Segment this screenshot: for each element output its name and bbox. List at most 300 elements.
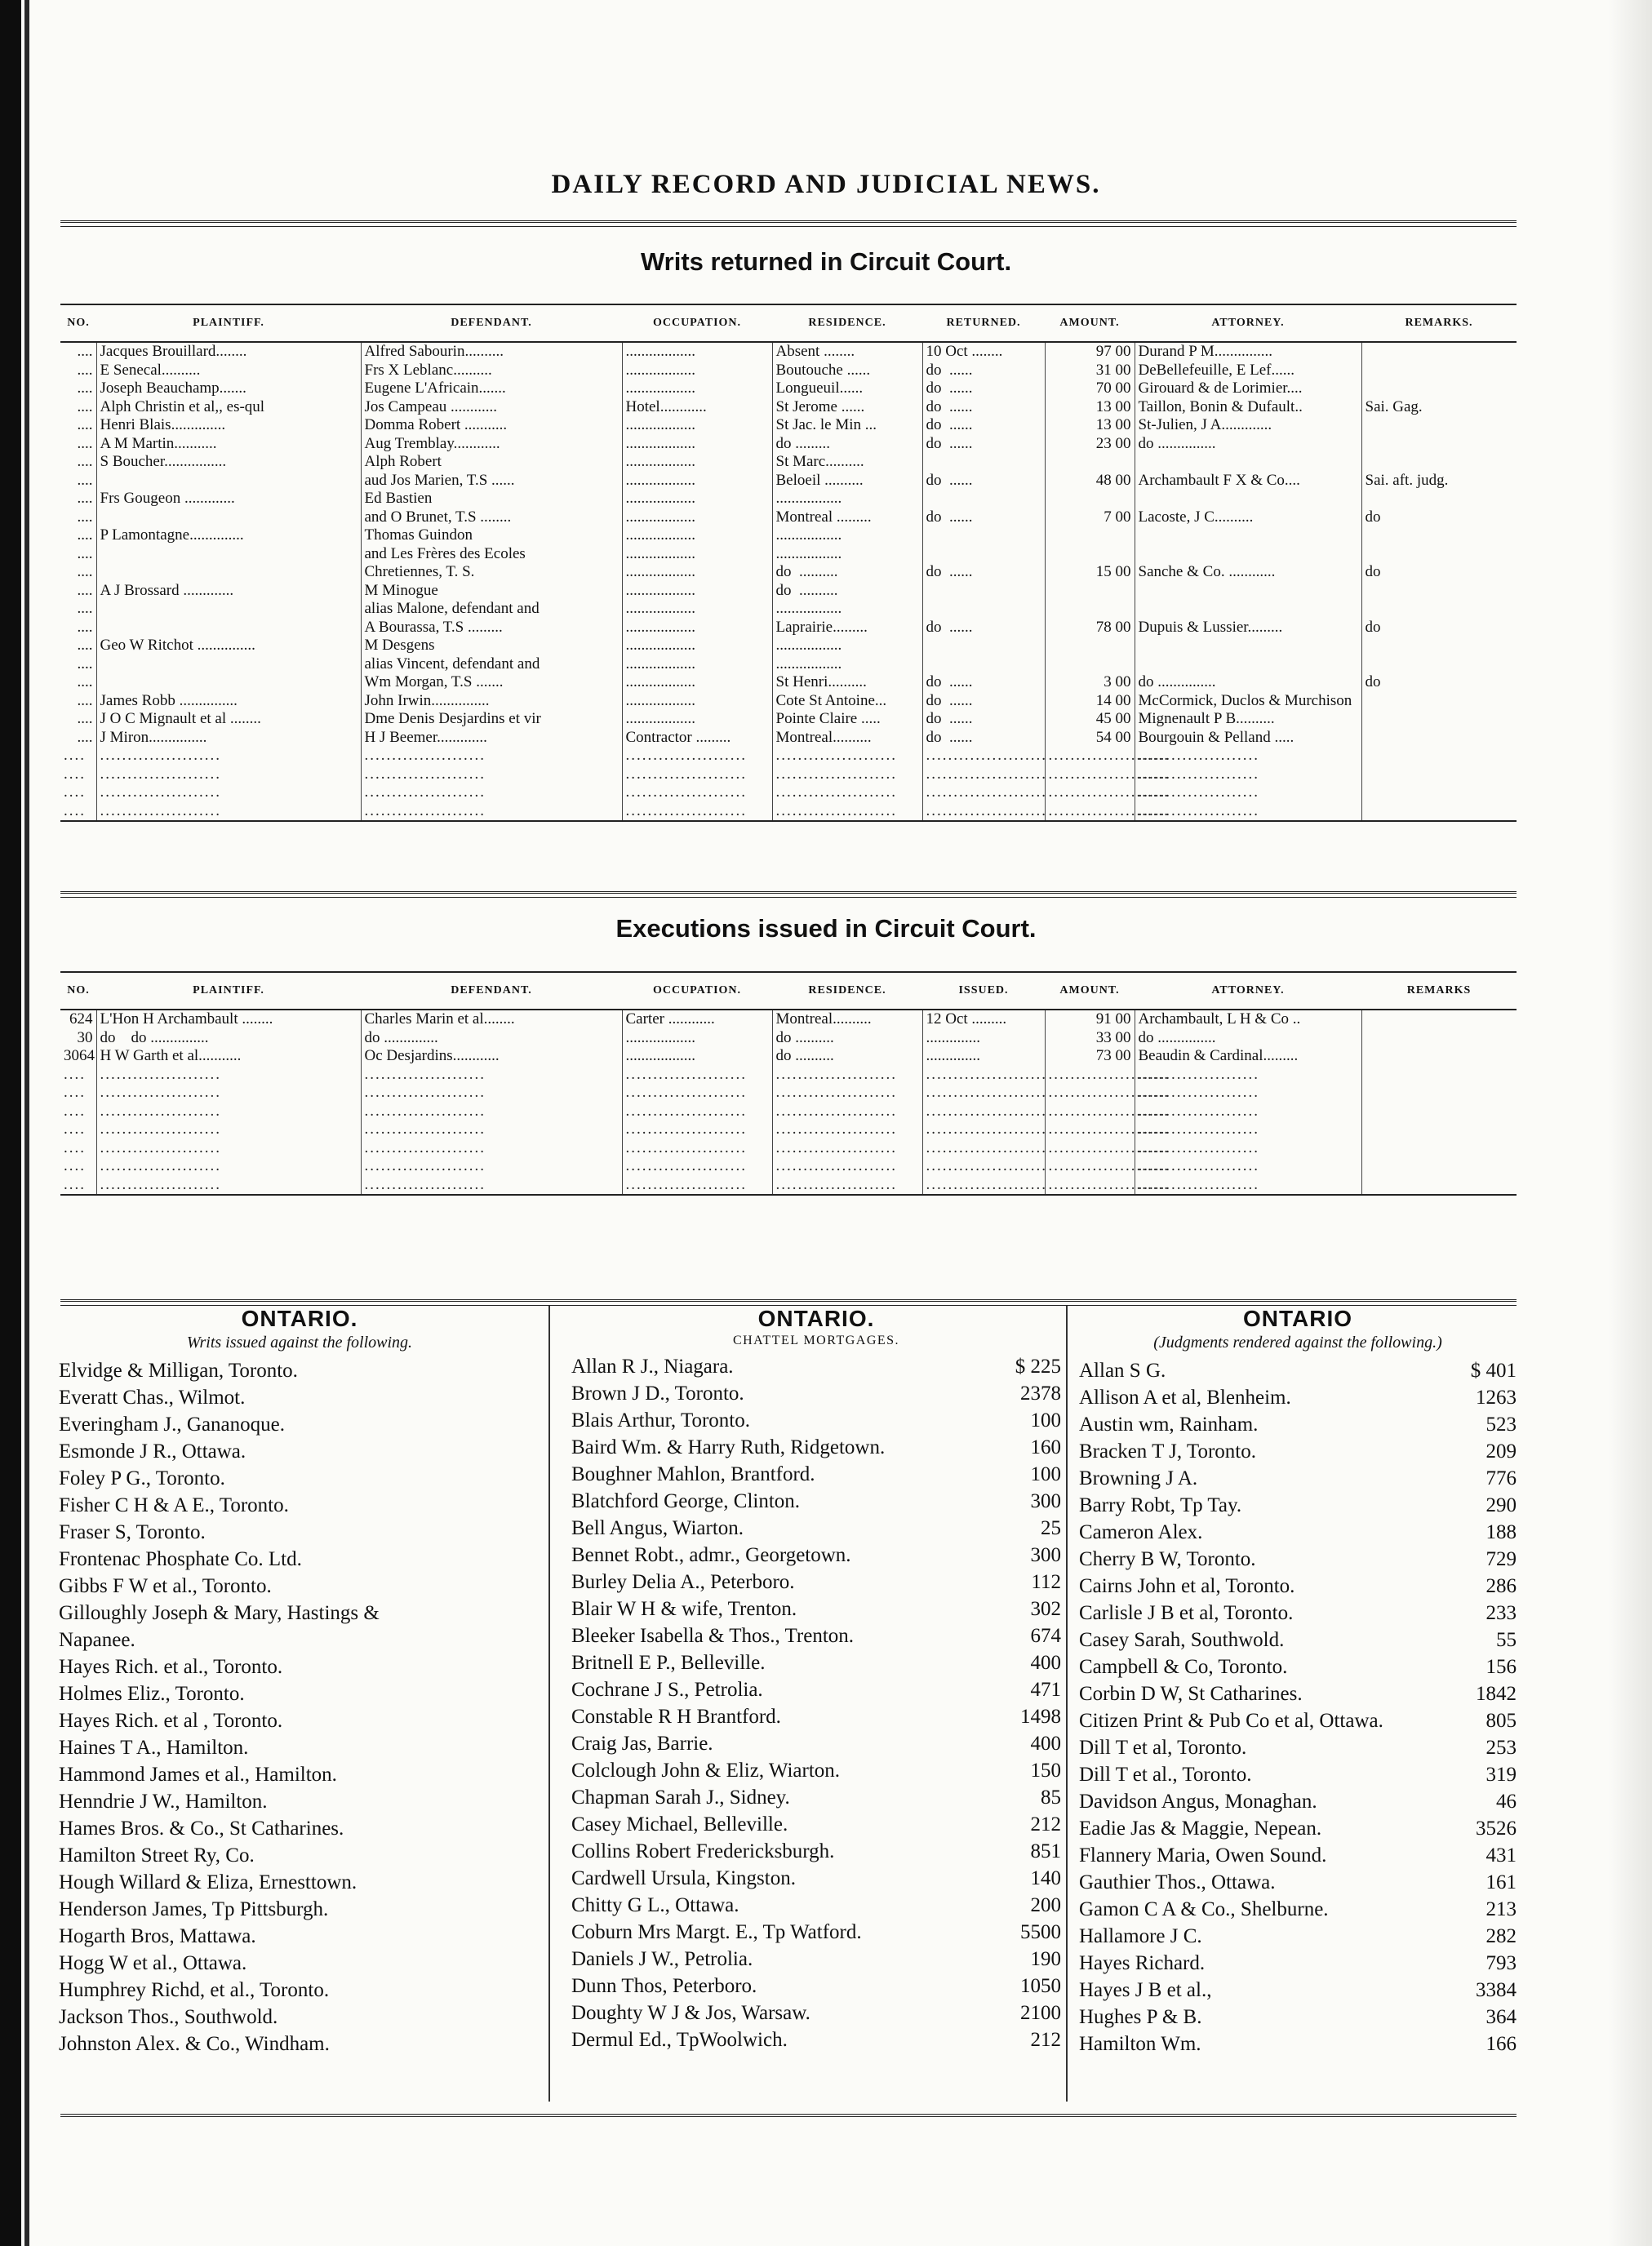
table-cell: Oc Desjardins............ xyxy=(361,1047,622,1066)
entry-name: Bennet Robt., admr., Georgetown. xyxy=(571,1544,851,1566)
blank-cell xyxy=(1361,1176,1517,1196)
entry-name: Doughty W J & Jos, Warsaw. xyxy=(571,2002,810,2024)
entry-name: Browning J A. xyxy=(1079,1467,1198,1489)
entry-amount: 161 xyxy=(1485,1871,1517,1893)
table-cell: .................. xyxy=(622,582,772,601)
table-cell: do ......... xyxy=(772,435,922,454)
blank-cell: ...................... xyxy=(96,1176,361,1196)
table-cell xyxy=(1045,637,1135,655)
table-cell: .................. xyxy=(622,619,772,637)
column-header: RESIDENCE. xyxy=(772,972,922,1010)
masthead-rule xyxy=(60,220,1517,227)
entry-name: Frontenac Phosphate Co. Ltd. xyxy=(59,1548,302,1570)
table-cell: Ed Bastien xyxy=(361,490,622,508)
table-cell: do ...... xyxy=(922,619,1045,637)
list-item xyxy=(1079,1815,1517,1842)
table-cell: 30 xyxy=(77,1028,93,1046)
blank-cell: ...................... xyxy=(622,766,772,784)
table-cell: do ...... xyxy=(922,362,1045,380)
blank-cell: ...................... xyxy=(96,747,361,766)
entry-amount: 290 xyxy=(1485,1494,1517,1516)
entry-name: Hayes Richard. xyxy=(1079,1952,1206,1974)
blank-cell: .... xyxy=(64,1065,86,1083)
blank-cell: ...................... xyxy=(96,783,361,802)
table-cell: Sanche & Co. ............ xyxy=(1135,563,1361,582)
table-cell: St Jerome ...... xyxy=(772,398,922,417)
blank-row xyxy=(60,1139,1517,1158)
entry-name: Fraser S, Toronto. xyxy=(59,1521,206,1543)
ontario-chattel-list xyxy=(571,1353,1061,2053)
table-row xyxy=(60,710,1517,729)
blank-cell: ...................... xyxy=(772,1176,922,1196)
entry-name: Eadie Jas & Maggie, Nepean. xyxy=(1079,1818,1322,1840)
table-cell: Beloeil .......... xyxy=(772,472,922,490)
entry-name: Hayes Rich. et al , Toronto. xyxy=(59,1710,283,1732)
list-item xyxy=(1079,1923,1517,1950)
table-cell: L'Hon H Archambault ........ xyxy=(96,1010,361,1029)
column-header: PLAINTIFF. xyxy=(96,304,361,342)
list-item xyxy=(1079,1653,1517,1680)
table-cell: Frs Gougeon ............. xyxy=(96,490,361,508)
blank-cell xyxy=(1361,1139,1517,1158)
entry-amount: 209 xyxy=(1485,1440,1517,1463)
list-item xyxy=(571,1434,1061,1461)
table-cell: do ...... xyxy=(922,472,1045,490)
table-row xyxy=(60,655,1517,674)
blank-cell: ...................... xyxy=(622,1121,772,1139)
blank-cell: ...................... xyxy=(361,783,622,802)
table-cell: ................. xyxy=(772,600,922,619)
table-cell xyxy=(1361,526,1517,545)
list-item xyxy=(59,1519,540,1546)
table-cell: do ...... xyxy=(922,398,1045,417)
entry-name: Cardwell Ursula, Kingston. xyxy=(571,1867,796,1889)
entry-amount: 1263 xyxy=(1476,1387,1517,1409)
entry-amount: 319 xyxy=(1485,1764,1517,1786)
list-item xyxy=(571,1703,1061,1730)
table-cell xyxy=(96,655,361,674)
blank-cell: ...................... xyxy=(1045,1121,1135,1139)
entry-name: Flannery Maria, Owen Sound. xyxy=(1079,1844,1327,1866)
table-cell: .................. xyxy=(622,1047,772,1066)
table-row xyxy=(60,362,1517,380)
table-cell xyxy=(1361,435,1517,454)
list-item xyxy=(571,1353,1061,1380)
table-cell: 97 00 xyxy=(1045,342,1135,362)
table-cell: .... xyxy=(77,343,93,360)
list-item xyxy=(571,1622,1061,1649)
list-item xyxy=(571,1380,1061,1407)
entry-name: Hames Bros. & Co., St Catharines. xyxy=(59,1818,344,1840)
table-cell: do ............... xyxy=(1135,1029,1361,1048)
table-row xyxy=(60,472,1517,490)
table-cell xyxy=(1361,1029,1517,1048)
table-row xyxy=(60,1010,1517,1029)
table-cell xyxy=(922,453,1045,472)
entry-amount: 25 xyxy=(1041,1517,1061,1539)
table-row xyxy=(60,692,1517,711)
entry-amount: 2378 xyxy=(1020,1383,1061,1405)
table-cell xyxy=(1135,545,1361,564)
list-item xyxy=(571,1973,1061,2000)
entry-amount: 5500 xyxy=(1020,1921,1061,1943)
blank-cell: ...................... xyxy=(922,1103,1045,1121)
table-cell: S Boucher................ xyxy=(96,453,361,472)
blank-cell: ...................... xyxy=(922,783,1045,802)
table-row xyxy=(60,1029,1517,1048)
blank-row xyxy=(60,1121,1517,1139)
entry-amount: 213 xyxy=(1485,1898,1517,1920)
table-cell: .................. xyxy=(622,435,772,454)
table-cell: 70 00 xyxy=(1045,380,1135,398)
table-cell: do .......... xyxy=(772,1029,922,1048)
table-cell: J Miron............... xyxy=(96,729,361,748)
page-edge-shadow xyxy=(1608,0,1652,2246)
table-cell: 48 00 xyxy=(1045,472,1135,490)
table-cell: Laprairie......... xyxy=(772,619,922,637)
table-cell: .... xyxy=(77,380,93,397)
blank-cell: ...................... xyxy=(622,802,772,822)
table-cell: A M Martin........... xyxy=(96,435,361,454)
table-cell: St Henri.......... xyxy=(772,673,922,692)
table-row xyxy=(60,526,1517,545)
table-cell: 7 00 xyxy=(1045,508,1135,527)
table-cell xyxy=(1361,692,1517,711)
list-item xyxy=(1079,1492,1517,1519)
entry-name: Johnston Alex. & Co., Windham. xyxy=(59,2033,330,2055)
table-cell: .... xyxy=(77,397,93,415)
entry-name: Britnell E P., Belleville. xyxy=(571,1652,766,1674)
blank-cell: ...................... xyxy=(361,1084,622,1103)
ontario-chattel-column xyxy=(571,1306,1061,2053)
table-cell: .... xyxy=(77,691,93,709)
table-cell: do ...... xyxy=(922,508,1045,527)
table-cell: .................. xyxy=(622,673,772,692)
table-cell: Dme Denis Desjardins et vir xyxy=(361,710,622,729)
table-cell: .................. xyxy=(622,526,772,545)
entry-name: Dermul Ed., TpWoolwich. xyxy=(571,2029,788,2051)
table-cell: Jacques Brouillard........ xyxy=(96,342,361,362)
blank-cell: ...................... xyxy=(622,1139,772,1158)
table-cell: ................. xyxy=(772,637,922,655)
entry-name: Blair W H & wife, Trenton. xyxy=(571,1598,797,1620)
entry-name: Hough Willard & Eliza, Ernesttown. xyxy=(59,1871,357,1893)
blank-cell: ...................... xyxy=(1135,1157,1361,1176)
table-cell: .... xyxy=(77,544,93,562)
table-cell: Aug Tremblay............ xyxy=(361,435,622,454)
blank-cell: ...................... xyxy=(1135,1084,1361,1103)
entry-amount: $ 225 xyxy=(1015,1356,1061,1378)
table-cell: do ...... xyxy=(922,729,1045,748)
table-cell: Hotel............ xyxy=(622,398,772,417)
entry-amount: 212 xyxy=(1030,1813,1061,1835)
blank-cell: ...................... xyxy=(622,783,772,802)
list-item xyxy=(59,1707,540,1734)
blank-cell: .... xyxy=(64,1139,86,1156)
blank-cell: ...................... xyxy=(622,1084,772,1103)
entry-amount: 100 xyxy=(1030,1463,1061,1485)
entry-amount: 1050 xyxy=(1020,1975,1061,1997)
table-cell: ................. xyxy=(772,526,922,545)
entry-amount: 793 xyxy=(1485,1952,1517,1974)
table-cell: 33 00 xyxy=(1045,1029,1135,1048)
list-item xyxy=(571,1892,1061,1919)
blank-cell: ...................... xyxy=(772,766,922,784)
blank-cell: ...................... xyxy=(96,1066,361,1085)
writs-bottom-rule xyxy=(60,891,1517,898)
table-cell: .... xyxy=(77,471,93,489)
entry-name: Gilloughly Joseph & Mary, Hastings & xyxy=(59,1602,380,1624)
table-cell: do ...... xyxy=(922,710,1045,729)
table-cell: do .......... xyxy=(772,563,922,582)
table-row xyxy=(60,582,1517,601)
table-cell: McCormick, Duclos & Murchison xyxy=(1135,692,1361,711)
blank-cell: ...................... xyxy=(361,1176,622,1196)
blank-cell: ...................... xyxy=(922,1121,1045,1139)
table-cell xyxy=(1135,453,1361,472)
table-cell: Absent ........ xyxy=(772,342,922,362)
column-header: ATTORNEY. xyxy=(1135,304,1361,342)
blank-row xyxy=(60,1084,1517,1103)
entry-name: Casey Sarah, Southwold. xyxy=(1079,1629,1285,1651)
entry-name: Brown J D., Toronto. xyxy=(571,1383,744,1405)
blank-row xyxy=(60,1103,1517,1121)
table-cell: Wm Morgan, T.S ....... xyxy=(361,673,622,692)
table-cell xyxy=(1361,453,1517,472)
entry-name: Cochrane J S., Petrolia. xyxy=(571,1679,763,1701)
blank-cell: ...................... xyxy=(1045,766,1135,784)
blank-cell: ...................... xyxy=(1135,1121,1361,1139)
table-cell: Mignenault P B.......... xyxy=(1135,710,1361,729)
table-cell: St Jac. le Min ... xyxy=(772,416,922,435)
blank-cell: ...................... xyxy=(772,1157,922,1176)
list-item xyxy=(59,1627,540,1653)
table-cell: do ...... xyxy=(922,563,1045,582)
entry-name: Daniels J W., Petrolia. xyxy=(571,1948,753,1970)
table-cell: .... xyxy=(77,673,93,690)
entry-name: Dill T et al, Toronto. xyxy=(1079,1737,1247,1759)
blank-cell: .... xyxy=(64,1084,86,1101)
table-cell: Contractor ......... xyxy=(622,729,772,748)
blank-cell: ...................... xyxy=(1135,1176,1361,1196)
table-cell: .... xyxy=(77,637,93,654)
entry-name: Allan R J., Niagara. xyxy=(571,1356,734,1378)
column-header: OCCUPATION. xyxy=(622,972,772,1010)
list-item xyxy=(1079,1600,1517,1627)
list-item xyxy=(59,1573,540,1600)
entry-name: Haines T A., Hamilton. xyxy=(59,1737,249,1759)
executions-header-row xyxy=(60,972,1517,1010)
entry-amount: 160 xyxy=(1030,1436,1061,1458)
table-cell xyxy=(1361,416,1517,435)
list-item xyxy=(571,1488,1061,1515)
table-cell: do xyxy=(1361,563,1517,582)
table-cell: .... xyxy=(77,526,93,544)
table-cell: Jos Campeau ............ xyxy=(361,398,622,417)
table-cell xyxy=(1361,545,1517,564)
list-item xyxy=(571,1596,1061,1622)
table-cell: Beaudin & Cardinal......... xyxy=(1135,1047,1361,1066)
table-cell: 23 00 xyxy=(1045,435,1135,454)
table-cell: 31 00 xyxy=(1045,362,1135,380)
table-cell: Montreal.......... xyxy=(772,729,922,748)
list-item xyxy=(571,1649,1061,1676)
entry-name: Davidson Angus, Monaghan. xyxy=(1079,1791,1317,1813)
entry-name: Humphrey Richd, et al., Toronto. xyxy=(59,1979,330,2001)
entry-amount: 156 xyxy=(1485,1656,1517,1678)
table-cell xyxy=(922,600,1045,619)
table-cell: .... xyxy=(77,655,93,672)
entry-amount: 190 xyxy=(1030,1948,1061,1970)
ontario-writs-list xyxy=(59,1357,540,2057)
table-cell xyxy=(1361,637,1517,655)
blank-cell xyxy=(1361,1103,1517,1121)
entry-name: Boughner Mahlon, Brantford. xyxy=(571,1463,815,1485)
blank-cell: ...................... xyxy=(1135,1139,1361,1158)
table-cell: Carter ............ xyxy=(622,1010,772,1029)
table-cell: 3 00 xyxy=(1045,673,1135,692)
page-bottom-rule xyxy=(60,2114,1517,2117)
list-item xyxy=(59,1546,540,1573)
table-cell: .... xyxy=(77,508,93,526)
table-row xyxy=(60,619,1517,637)
blank-cell: .... xyxy=(60,802,96,822)
table-cell: Cote St Antoine... xyxy=(772,692,922,711)
table-cell: Montreal.......... xyxy=(772,1010,922,1029)
list-item xyxy=(59,1788,540,1815)
ontario-chattel-subtitle: CHATTEL MORTGAGES. xyxy=(732,1334,900,1347)
ontario-judgments-list xyxy=(1079,1357,1517,2057)
blank-cell: ...................... xyxy=(922,1084,1045,1103)
ontario-judgments-title: ONTARIO xyxy=(1242,1306,1353,1331)
list-item xyxy=(59,1923,540,1950)
table-cell: St-Julien, J A............. xyxy=(1135,416,1361,435)
table-cell: and Les Frères des Ecoles xyxy=(361,545,622,564)
table-cell: Sai. Gag. xyxy=(1361,398,1517,417)
table-cell: 14 00 xyxy=(1045,692,1135,711)
table-row xyxy=(60,729,1517,748)
blank-cell: ...................... xyxy=(96,1103,361,1121)
list-item xyxy=(571,1838,1061,1865)
blank-cell xyxy=(1361,1084,1517,1103)
table-cell: 91 00 xyxy=(1045,1010,1135,1029)
table-cell xyxy=(96,472,361,490)
table-cell xyxy=(1135,526,1361,545)
table-cell: ................. xyxy=(772,490,922,508)
entry-name: Corbin D W, St Catharines. xyxy=(1079,1683,1303,1705)
table-cell: .................. xyxy=(622,545,772,564)
table-cell: Durand P M............... xyxy=(1135,342,1361,362)
entry-name: Craig Jas, Barrie. xyxy=(571,1733,713,1755)
list-item xyxy=(1079,1680,1517,1707)
blank-cell: .... xyxy=(64,1121,86,1138)
table-cell: E Senecal.......... xyxy=(96,362,361,380)
column-header: AMOUNT. xyxy=(1045,972,1135,1010)
table-cell: .... xyxy=(77,728,93,746)
table-cell: H W Garth et al........... xyxy=(96,1047,361,1066)
table-cell xyxy=(1135,490,1361,508)
list-item xyxy=(1079,1546,1517,1573)
list-item xyxy=(1079,1734,1517,1761)
entry-name: Cameron Alex. xyxy=(1079,1521,1203,1543)
blank-cell: ...................... xyxy=(922,747,1045,766)
column-header: NO. xyxy=(60,972,96,1010)
entry-amount: 400 xyxy=(1030,1652,1061,1674)
entry-amount: 471 xyxy=(1030,1679,1061,1701)
column-header: PLAINTIFF. xyxy=(96,972,361,1010)
entry-name: Chapman Sarah J., Sidney. xyxy=(571,1787,790,1809)
table-row xyxy=(60,673,1517,692)
table-cell: do ............... xyxy=(1135,435,1361,454)
table-row xyxy=(60,545,1517,564)
table-cell: .................. xyxy=(622,508,772,527)
blank-cell: ...................... xyxy=(622,747,772,766)
entry-name: Constable R H Brantford. xyxy=(571,1706,781,1728)
table-cell: do ...... xyxy=(922,380,1045,398)
table-cell: .................. xyxy=(622,362,772,380)
entry-name: Hayes Rich. et al., Toronto. xyxy=(59,1656,283,1678)
entry-name: Blais Arthur, Toronto. xyxy=(571,1409,751,1431)
list-item xyxy=(571,1730,1061,1757)
blank-cell: ...................... xyxy=(772,1121,922,1139)
blank-cell: ...................... xyxy=(361,1139,622,1158)
entry-amount: 364 xyxy=(1485,2006,1517,2028)
entry-amount: 253 xyxy=(1485,1737,1517,1759)
table-cell xyxy=(1045,526,1135,545)
entry-name: Blatchford George, Clinton. xyxy=(571,1490,801,1512)
blank-row xyxy=(60,747,1517,766)
table-cell xyxy=(96,619,361,637)
table-row xyxy=(60,600,1517,619)
list-item xyxy=(1079,1519,1517,1546)
list-item xyxy=(1079,1465,1517,1492)
table-row xyxy=(60,398,1517,417)
column-header: DEFENDANT. xyxy=(361,304,622,342)
list-item xyxy=(1079,1761,1517,1788)
list-item xyxy=(1079,1842,1517,1869)
table-cell: P Lamontagne.............. xyxy=(96,526,361,545)
blank-cell: ...................... xyxy=(1045,747,1135,766)
table-cell: Domma Robert ........... xyxy=(361,416,622,435)
table-cell xyxy=(1045,655,1135,674)
blank-cell: ...................... xyxy=(1045,1103,1135,1121)
list-item xyxy=(59,1896,540,1923)
list-item xyxy=(1079,1977,1517,2004)
entry-name: Allan S G. xyxy=(1079,1360,1166,1382)
blank-row xyxy=(60,802,1517,822)
entry-amount: $ 401 xyxy=(1470,1360,1517,1382)
entry-name: Bracken T J, Toronto. xyxy=(1079,1440,1256,1463)
list-item xyxy=(1079,2031,1517,2057)
blank-cell: .... xyxy=(60,1176,96,1196)
executions-bottom-rule xyxy=(60,1299,1517,1306)
table-cell xyxy=(1045,545,1135,564)
entry-name: Dunn Thos, Peterboro. xyxy=(571,1975,757,1997)
entry-name: Hughes P & B. xyxy=(1079,2006,1202,2028)
table-cell: M Desgens xyxy=(361,637,622,655)
entry-amount: 282 xyxy=(1485,1925,1517,1947)
writs-section-title: Writs returned in Circuit Court. xyxy=(640,247,1012,276)
blank-cell: ...................... xyxy=(361,1157,622,1176)
table-cell: .................. xyxy=(622,380,772,398)
table-cell: St Marc.......... xyxy=(772,453,922,472)
list-item xyxy=(59,2004,540,2031)
list-item xyxy=(59,1761,540,1788)
table-cell xyxy=(1045,582,1135,601)
list-item xyxy=(59,1842,540,1869)
list-item xyxy=(59,1357,540,1384)
table-cell: do xyxy=(1361,619,1517,637)
